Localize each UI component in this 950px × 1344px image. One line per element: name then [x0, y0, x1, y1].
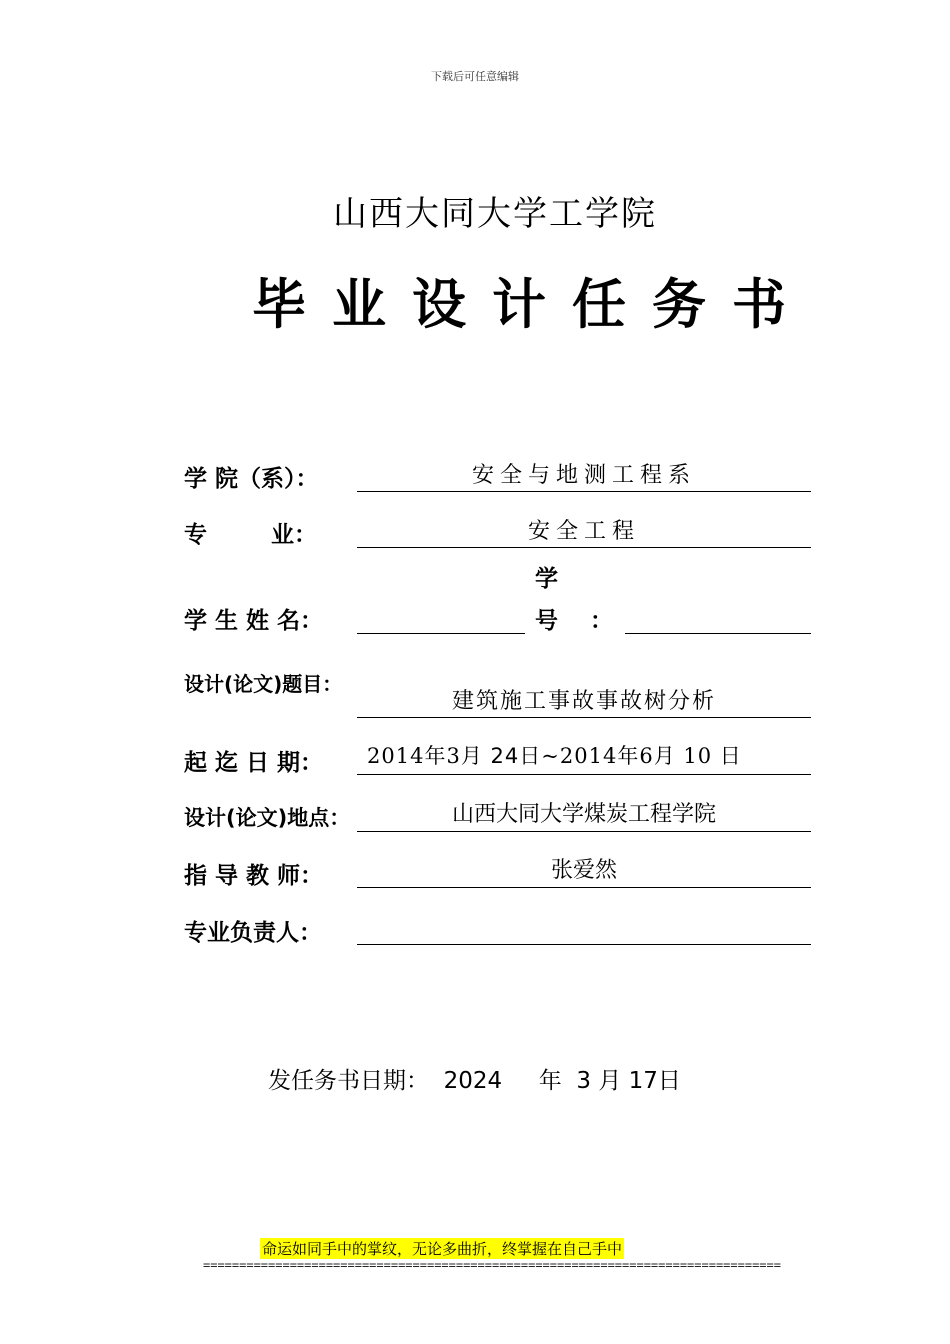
location-field[interactable]: 山西大同大学煤炭工程学院 — [357, 797, 811, 832]
issue-date-label: 发任务书日期： — [268, 1068, 429, 1094]
student-name-field[interactable] — [357, 600, 525, 634]
end-day: 10 — [683, 744, 713, 768]
issue-day: 17 — [628, 1068, 658, 1094]
footer-rule: ================================================================================ — [203, 1258, 781, 1272]
year-char: 年 — [424, 744, 447, 768]
department-field[interactable]: 安全与地测工程系 — [357, 458, 811, 492]
advisor-field[interactable]: 张爱然 — [357, 853, 811, 888]
month-char: 月 — [653, 744, 676, 768]
start-year: 2014 — [367, 744, 425, 768]
location-label: 设计(论文)地点： — [184, 806, 351, 830]
issue-year-char: 年 — [538, 1068, 562, 1094]
day-char: 日 — [719, 744, 742, 768]
year-char: 年 — [617, 744, 640, 768]
department-label: 学 院（系）： — [184, 466, 319, 492]
footer-motto: 命运如同手中的掌纹，无论多曲折，终掌握在自己手中 — [262, 1240, 623, 1258]
end-year: 2014 — [559, 744, 618, 768]
student-id-label-top: 学 — [535, 566, 558, 592]
end-month: 6 — [639, 744, 654, 768]
issue-year: 2024 — [443, 1068, 503, 1094]
topic-field[interactable]: 建筑施工事故事故树分析 — [357, 684, 811, 718]
document-title: 毕业设计任务书 — [252, 273, 812, 336]
student-id-label-bottom: 号 ： — [535, 608, 614, 634]
day-char: 日 — [519, 744, 542, 768]
advisor-label: 指 导 教 师： — [184, 863, 324, 889]
major-label: 专 业： — [184, 522, 318, 548]
period-label: 起 迄 日 期： — [184, 750, 324, 776]
topic-label: 设计(论文)题目： — [184, 672, 343, 696]
header-note: 下载后可任意编辑 — [431, 70, 519, 83]
issue-month: 3 — [576, 1068, 591, 1094]
student-id-field[interactable] — [625, 600, 811, 634]
school-name: 山西大同大学工学院 — [333, 194, 657, 234]
start-day: 24 — [490, 744, 520, 768]
major-head-field[interactable] — [357, 910, 811, 945]
student-name-label: 学 生 姓 名： — [184, 608, 324, 634]
major-head-label: 专业负责人： — [184, 920, 322, 946]
issue-month-char: 月 — [598, 1068, 622, 1094]
date-separator: ~ — [541, 744, 560, 768]
month-char: 月 — [460, 744, 483, 768]
major-field[interactable]: 安全工程 — [357, 514, 811, 548]
issue-date — [268, 1062, 681, 1095]
period-field[interactable] — [357, 740, 811, 775]
start-month: 3 — [446, 744, 461, 768]
issue-day-char: 日 — [657, 1068, 681, 1094]
